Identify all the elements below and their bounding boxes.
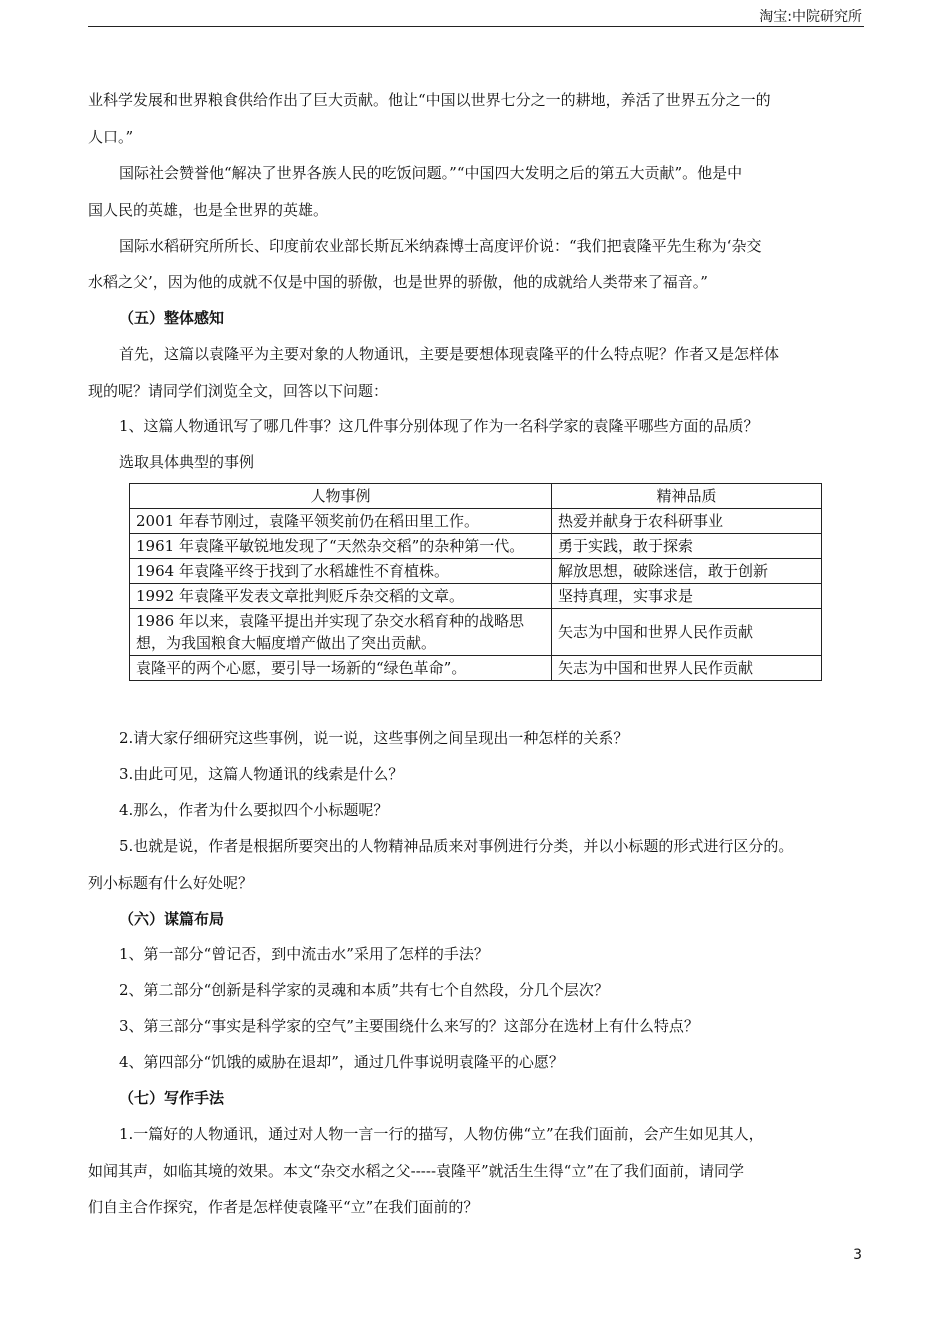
table-row <box>130 584 822 609</box>
table-row <box>130 609 822 656</box>
section-heading-7: （七）写作手法 <box>119 1089 225 1107</box>
quality-cell: 勇于实践，敢于探索 <box>552 534 822 559</box>
event-cell: 1961 年袁隆平敏锐地发现了“天然杂交稻”的杂种第一代。 <box>130 534 552 559</box>
paragraph-line: 水稻之父’，因为他的成就不仅是中国的骄傲，也是世界的骄傲，他的成就给人类带来了福音。” <box>88 273 708 291</box>
quality-cell: 坚持真理，实事求是 <box>552 584 822 609</box>
writing-question-1: 1.一篇好的人物通讯，通过对人物一言一行的描写，人物仿佛“立”在我们面前，会产生如见其人， <box>119 1125 764 1143</box>
header-divider <box>88 26 864 27</box>
table-row <box>130 656 822 681</box>
paragraph-line: 列小标题有什么好处呢？ <box>88 874 254 892</box>
question-4: 4.那么，作者为什么要拟四个小标题呢？ <box>119 801 389 819</box>
quality-cell: 矢志为中国和世界人民作贡献 <box>552 609 822 656</box>
paragraph-line: 国际社会赞誉他“解决了世界各族人民的吃饭问题。”“中国四大发明之后的第五大贡献”。他是中 <box>119 164 743 182</box>
event-cell: 1964 年袁隆平终于找到了水稻雄性不育植株。 <box>130 559 552 584</box>
table-caption: 选取具体典型的事例 <box>119 453 255 471</box>
paragraph-line: 国际水稻研究所所长、印度前农业部长斯瓦米纳森博士高度评价说：“我们把袁隆平先生称为‘杂交 <box>119 237 762 255</box>
header-text: 淘宝:中院研究所 <box>759 9 862 25</box>
layout-question-2: 2、第二部分“创新是科学家的灵魂和本质”共有七个自然段，分几个层次？ <box>119 981 609 999</box>
table-row <box>130 509 822 534</box>
table-row <box>130 559 822 584</box>
event-cell: 1986 年以来，袁隆平提出并实现了杂交水稻育种的战略思想，为我国粮食大幅度增产做出了突出贡献。 <box>130 609 552 656</box>
paragraph-line: 人口。” <box>88 128 134 146</box>
section-heading-6: （六）谋篇布局 <box>119 910 225 928</box>
table-header-event: 人物事例 <box>130 484 552 509</box>
paragraph-line: 现的呢？请同学们浏览全文，回答以下问题： <box>88 382 389 400</box>
paragraph-line: 们自主合作探究，作者是怎样使袁隆平“立”在我们面前的？ <box>88 1198 479 1216</box>
question-5: 5.也就是说，作者是根据所要突出的人物精神品质来对事例进行分类，并以小标题的形式进行区分的。 <box>119 837 794 855</box>
event-cell: 1992 年袁隆平发表文章批判贬斥杂交稻的文章。 <box>130 584 552 609</box>
events-qualities-table <box>129 483 822 681</box>
layout-question-4: 4、第四部分“饥饿的威胁在退却”，通过几件事说明袁隆平的心愿？ <box>119 1053 564 1071</box>
page-number: 3 <box>853 1247 862 1263</box>
quality-cell: 矢志为中国和世界人民作贡献 <box>552 656 822 681</box>
paragraph-line: 如闻其声，如临其境的效果。本文“杂交水稻之父-----袁隆平”就活生生得“立”在了我们面前，请同学 <box>88 1162 745 1180</box>
quality-cell: 解放思想，破除迷信，敢于创新 <box>552 559 822 584</box>
paragraph-line: 业科学发展和世界粮食供给作出了巨大贡献。他让“中国以世界七分之一的耕地，养活了世界五分之一的 <box>88 91 771 109</box>
table-header-row <box>130 484 822 509</box>
layout-question-1: 1、第一部分“曾记否，到中流击水”采用了怎样的手法？ <box>119 945 489 963</box>
table-header-quality: 精神品质 <box>552 484 822 509</box>
event-cell: 2001 年春节刚过，袁隆平领奖前仍在稻田里工作。 <box>130 509 552 534</box>
event-cell: 袁隆平的两个心愿，要引导一场新的“绿色革命”。 <box>130 656 552 681</box>
question-1: 1、这篇人物通讯写了哪几件事？这几件事分别体现了作为一名科学家的袁隆平哪些方面的品质？ <box>119 417 759 435</box>
paragraph-line: 国人民的英雄，也是全世界的英雄。 <box>88 201 329 219</box>
layout-question-3: 3、第三部分“事实是科学家的空气”主要围绕什么来写的？这部分在选材上有什么特点？ <box>119 1017 699 1035</box>
question-2: 2.请大家仔细研究这些事例，说一说，这些事例之间呈现出一种怎样的关系？ <box>119 729 629 747</box>
question-3: 3.由此可见，这篇人物通讯的线索是什么？ <box>119 765 404 783</box>
section-heading-5: （五）整体感知 <box>119 309 225 327</box>
paragraph-line: 首先，这篇以袁隆平为主要对象的人物通讯，主要是要想体现袁隆平的什么特点呢？作者又是怎样体 <box>119 345 780 363</box>
quality-cell: 热爱并献身于农科研事业 <box>552 509 822 534</box>
table-row <box>130 534 822 559</box>
